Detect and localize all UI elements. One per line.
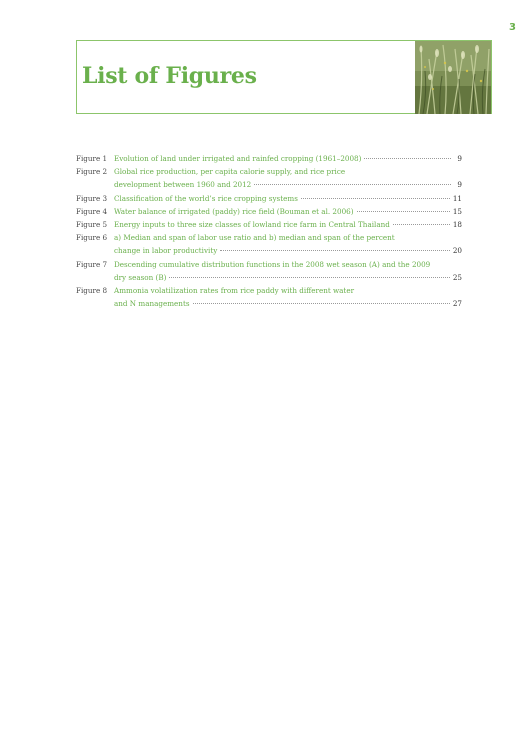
figure-page-number: 25: [452, 272, 462, 282]
figure-page-number: 9: [457, 180, 462, 190]
dot-leader: [254, 184, 451, 185]
figure-page-number: 9: [457, 154, 462, 163]
figure-caption: Global rice production, per capita calorie supply, and rice price: [114, 167, 346, 177]
figure-caption: Energy inputs to three size classes of lowland rice farm in Central Thailand: [114, 220, 390, 230]
figure-page-number: 11: [452, 193, 462, 203]
figure-entry-7[interactable]: [76, 258, 462, 284]
dot-leader: [169, 277, 449, 278]
figure-page-number: 20: [452, 246, 462, 256]
figure-caption: Ammonia volatilization rates from rice paddy with different water: [114, 286, 355, 296]
dot-leader: [220, 250, 450, 251]
figure-entry-5[interactable]: [76, 218, 462, 231]
figure-caption-continued: development between 1960 and 2012: [114, 180, 252, 190]
title-banner: [76, 40, 492, 114]
figure-label: Figure 8: [76, 286, 108, 296]
figure-page-number: 15: [452, 206, 462, 216]
figure-label: Figure 2: [76, 167, 108, 177]
figure-label: Figure 5: [76, 220, 108, 230]
rice-plants-photo: [415, 41, 491, 114]
figure-page-number: 27: [452, 299, 462, 309]
figure-entry-3[interactable]: [76, 192, 462, 205]
figure-caption-continued: change in labor productivity: [114, 246, 218, 256]
dot-leader: [193, 303, 450, 304]
figure-caption: Water balance of irrigated (paddy) rice field (Bouman et al. 2006): [114, 206, 354, 216]
figure-label: Figure 7: [76, 259, 108, 269]
figure-label: Figure 3: [76, 193, 108, 203]
page-title: List of Figures: [82, 63, 257, 89]
figure-entry-1[interactable]: [76, 152, 462, 165]
figure-entry-8[interactable]: [76, 284, 462, 310]
figure-label: Figure 6: [76, 233, 108, 243]
dot-leader: [301, 198, 450, 199]
figure-caption: Classification of the world’s rice cropping systems: [114, 193, 298, 203]
figure-entry-6[interactable]: [76, 231, 462, 257]
figure-caption: Evolution of land under irrigated and rainfed cropping (1961–2008): [114, 154, 362, 163]
figure-caption-continued: dry season (B): [114, 272, 167, 282]
figure-entry-4[interactable]: [76, 205, 462, 218]
figure-caption: Descending cumulative distribution functions in the 2008 wet season (A) and the 2009: [114, 259, 431, 269]
dot-leader: [357, 211, 450, 212]
dot-leader: [393, 224, 450, 225]
list-of-figures: [76, 152, 462, 310]
figure-entry-2[interactable]: [76, 165, 462, 191]
page-number: 3: [509, 22, 516, 33]
figure-label: Figure 1: [76, 154, 108, 163]
figure-page-number: 18: [452, 220, 462, 230]
figure-caption-continued: and N managements: [114, 299, 190, 309]
figure-label: Figure 4: [76, 206, 108, 216]
figure-caption: a) Median and span of labor use ratio and b) median and span of the percent: [114, 233, 395, 243]
dot-leader: [364, 158, 451, 159]
